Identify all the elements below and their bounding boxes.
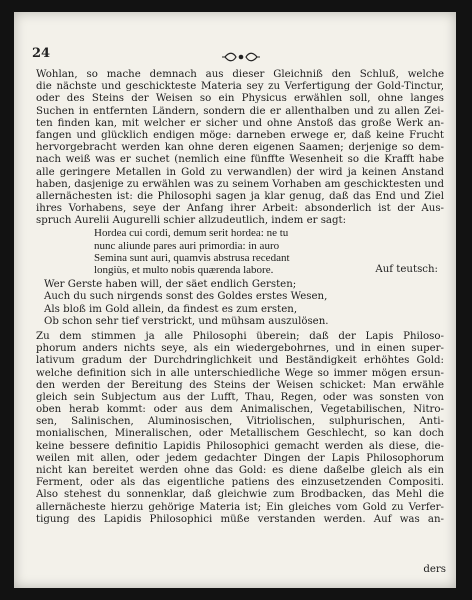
text-line: oder des Steins der Weisen so ein Physicus erwählen soll, ohne langes bbox=[36, 93, 444, 105]
latin-line: longiùs, et multo nobis quærenda labore. bbox=[94, 264, 274, 276]
text-line: hervorgebracht werden kan ohne deren eigenen Saamen; derjenige so dem- bbox=[36, 142, 444, 154]
latin-quotation bbox=[36, 227, 444, 276]
text-line: welche definition sich in alle unterschiedliche Wege so immer mögen ersun- bbox=[36, 367, 444, 379]
text-line: phorum anders nichts seye, als ein wiedergebohrnes, und in einen super- bbox=[36, 343, 444, 355]
text-line: alle geringere Metallen in Gold zu verwandlen) der wird ja keinen Anstand bbox=[36, 166, 444, 178]
text-line: haben, dasjenige zu erwählen was zu seinem Vorhaben am geschicktesten und bbox=[36, 178, 444, 190]
text-line: die nächste und geschickteste Materia sey zu Verfertigung der Gold-Tinctur, bbox=[36, 81, 444, 93]
text-line: lativum gradum der Durchdringlichkeit und Beständigkeit erhöhtes Gold: bbox=[36, 355, 444, 367]
paragraph-1 bbox=[36, 69, 444, 227]
text-line: ten finden kan, mit welcher er sicher und ohne Anstoß das große Werk an- bbox=[36, 117, 444, 129]
text-line: oben herab kommt: oder aus dem Animalischen, Vegetabilischen, Nitro- bbox=[36, 404, 444, 416]
text-line: gleich sein Subjectum aus der Lufft, Thau, Regen, oder was sonsten von bbox=[36, 391, 444, 403]
text-line: monialischen, Mineralischen, oder Metallischem Geschlecht, so kan doch bbox=[36, 428, 444, 440]
paragraph-2 bbox=[36, 331, 444, 526]
text-line: allernächeste hierzu gehörige Materia ist; Ein gleiches vom Gold zu Verfer- bbox=[36, 501, 444, 513]
latin-last-row bbox=[36, 264, 444, 276]
page-number: 24 bbox=[32, 46, 51, 61]
text-line: weilen mit allen, oder jedem gedachter Dingen der Lapis Philosophorum bbox=[36, 452, 444, 464]
text-line: nach weiß was er suchet (nemlich eine fünffte Wesenheit so die Krafft habe bbox=[36, 154, 444, 166]
verse-line: Ob schon sehr tief verstrickt, und mühsam auszulösen. bbox=[44, 315, 329, 327]
text-line: den werden der Bereitung des Steins der Weisen schicket: Man erwähle bbox=[36, 379, 444, 391]
text-line: tigung des Lapidis Philosophici müße verstanden werden. Auf was an- bbox=[36, 513, 444, 525]
text-line: keine bessere definitio Lapidis Philosophici gemacht werden als diese, die- bbox=[36, 440, 444, 452]
latin-line: nunc aliunde pares auri primordia: in auro bbox=[94, 239, 280, 252]
text-line: ihres Vorhabens, seye der Anfang ihrer Arbeit: absonderlich ist der Aus- bbox=[36, 203, 444, 215]
latin-line: Hordea cui cordi, demum serit hordea: ne tu bbox=[94, 227, 289, 240]
text-line: Wohlan, so mache demnach aus dieser Gleichniß den Schluß, welche bbox=[36, 69, 444, 80]
text-line: sen, Salinischen, Aluminosischen, Vitriolischen, sulphurischen, Anti- bbox=[36, 416, 444, 428]
text-line: Ferment, oder als das eigentliche patiens des einzusetzenden Compositi. bbox=[36, 477, 444, 489]
text-line: spruch Aurelii Augurelli schier allzudeutlich, indem er sagt: bbox=[36, 215, 347, 227]
catchword: ders bbox=[423, 564, 446, 575]
text-line: Also stehest du sonnenklar, daß gleichwie zum Brodbacken, das Mehl die bbox=[36, 489, 444, 501]
translation-cue: Auf teutsch: bbox=[375, 264, 438, 275]
verse-line: Auch du such nirgends sonst des Goldes erstes Wesen, bbox=[44, 291, 328, 303]
book-page bbox=[14, 12, 456, 588]
text-line: Zu dem stimmen ja alle Philosophi überein; daß der Lapis Philoso- bbox=[36, 330, 444, 342]
verse-line: Als bloß im Gold allein, da findest es zum ersten, bbox=[44, 303, 298, 315]
printer-ornament-icon bbox=[221, 50, 261, 64]
page-body bbox=[36, 69, 444, 526]
latin-line: Semina sunt auri, quamvis abstrusa recedant bbox=[94, 251, 290, 264]
german-verse bbox=[36, 279, 444, 328]
text-line: Suchen in entfernten Ländern, sondern die er allenthalben und zu allen Zei- bbox=[36, 105, 444, 117]
text-line: allernächesten ist: die Philosophi sagen ja klar genug, daß das End und Ziel bbox=[36, 190, 444, 202]
text-line: fangen und glücklich endigen möge: darneben erwege er, daß keine Frucht bbox=[36, 129, 444, 141]
text-line: nicht kan bereitet werden ohne das Gold: es diene daßelbe gleich als ein bbox=[36, 465, 444, 477]
verse-line: Wer Gerste haben will, der säet endlich Gersten; bbox=[44, 279, 297, 291]
